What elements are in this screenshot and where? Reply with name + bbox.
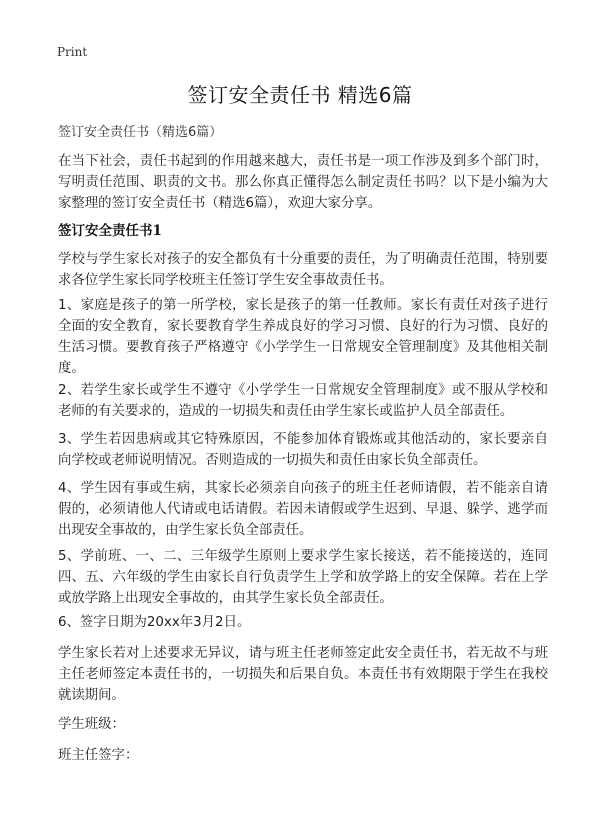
clause-1: 1、家庭是孩子的第一所学校，家长是孩子的第一任教师。家长有责任对孩子进行全面的安全教育，家长要教育学生养成良好的学习习惯、良好的行为习惯、良好的生活习惯。要教育孩子严格遵守《小学学生一日常规安全管理制度》及其他相关制度。: [58, 298, 548, 376]
closing-paragraph: 学生家长若对上述要求无异议，请与班主任老师签定此安全责任书，若无故不与班主任老师签定本责任书的，一切损失和后果自负。本责任书有效期限于学生在我校就读期间。: [58, 646, 548, 703]
clause-3: 3、学生若因患病或其它特殊原因，不能参加体育锻炼或其他活动的，家长要亲自向学校或老师说明情况。否则造成的一切损失和责任由家长负全部责任。: [58, 432, 548, 468]
clause-4: 4、学生因有事或生病，其家长必须亲自向孩子的班主任老师请假，若不能亲自请假的，必须请他人代请或电话请假。若因未请假或学生迟到、早退、躲学、逃学而出现安全事故的，由学生家长负全部责任。: [58, 481, 548, 538]
section-lead-paragraph: 学校与学生家长对孩子的安全都负有十分重要的责任，为了明确责任范围，特别要求各位学生家长同学校班主任签订学生安全事故责任书。: [58, 252, 548, 288]
intro-paragraph: 在当下社会，责任书起到的作用越来越大，责任书是一项工作涉及到多个部门时，写明责任范围、职责的文书。那么你真正懂得怎么制定责任书吗？以下是小编为大家整理的签订安全责任书（精选6篇），欢迎大家分享。: [58, 154, 548, 211]
clause-2: 2、若学生家长或学生不遵守《小学学生一日常规安全管理制度》或不服从学校和老师的有关要求的，造成的一切损失和责任由学生家长或监护人员全部责任。: [58, 383, 548, 419]
section-heading: 签订安全责任书1: [58, 223, 162, 239]
document-title: 签订安全责任书 精选6篇: [187, 83, 413, 107]
print-link[interactable]: Print: [57, 45, 88, 59]
clause-5: 5、学前班、一、二、三年级学生原则上要求学生家长接送，若不能接送的，连同四、五、六年级的学生由家长自行负责学生上学和放学路上的安全保障。若在上学或放学路上出现安全事故的，由其学生家长负全部责任。: [58, 549, 548, 606]
teacher-signature-label: 班主任签字：: [58, 748, 139, 763]
document-subtitle: 签订安全责任书（精选6篇）: [58, 125, 223, 140]
clause-6: 6、签字日期为20xx年3月2日。: [58, 615, 251, 630]
student-class-label: 学生班级：: [58, 717, 125, 732]
